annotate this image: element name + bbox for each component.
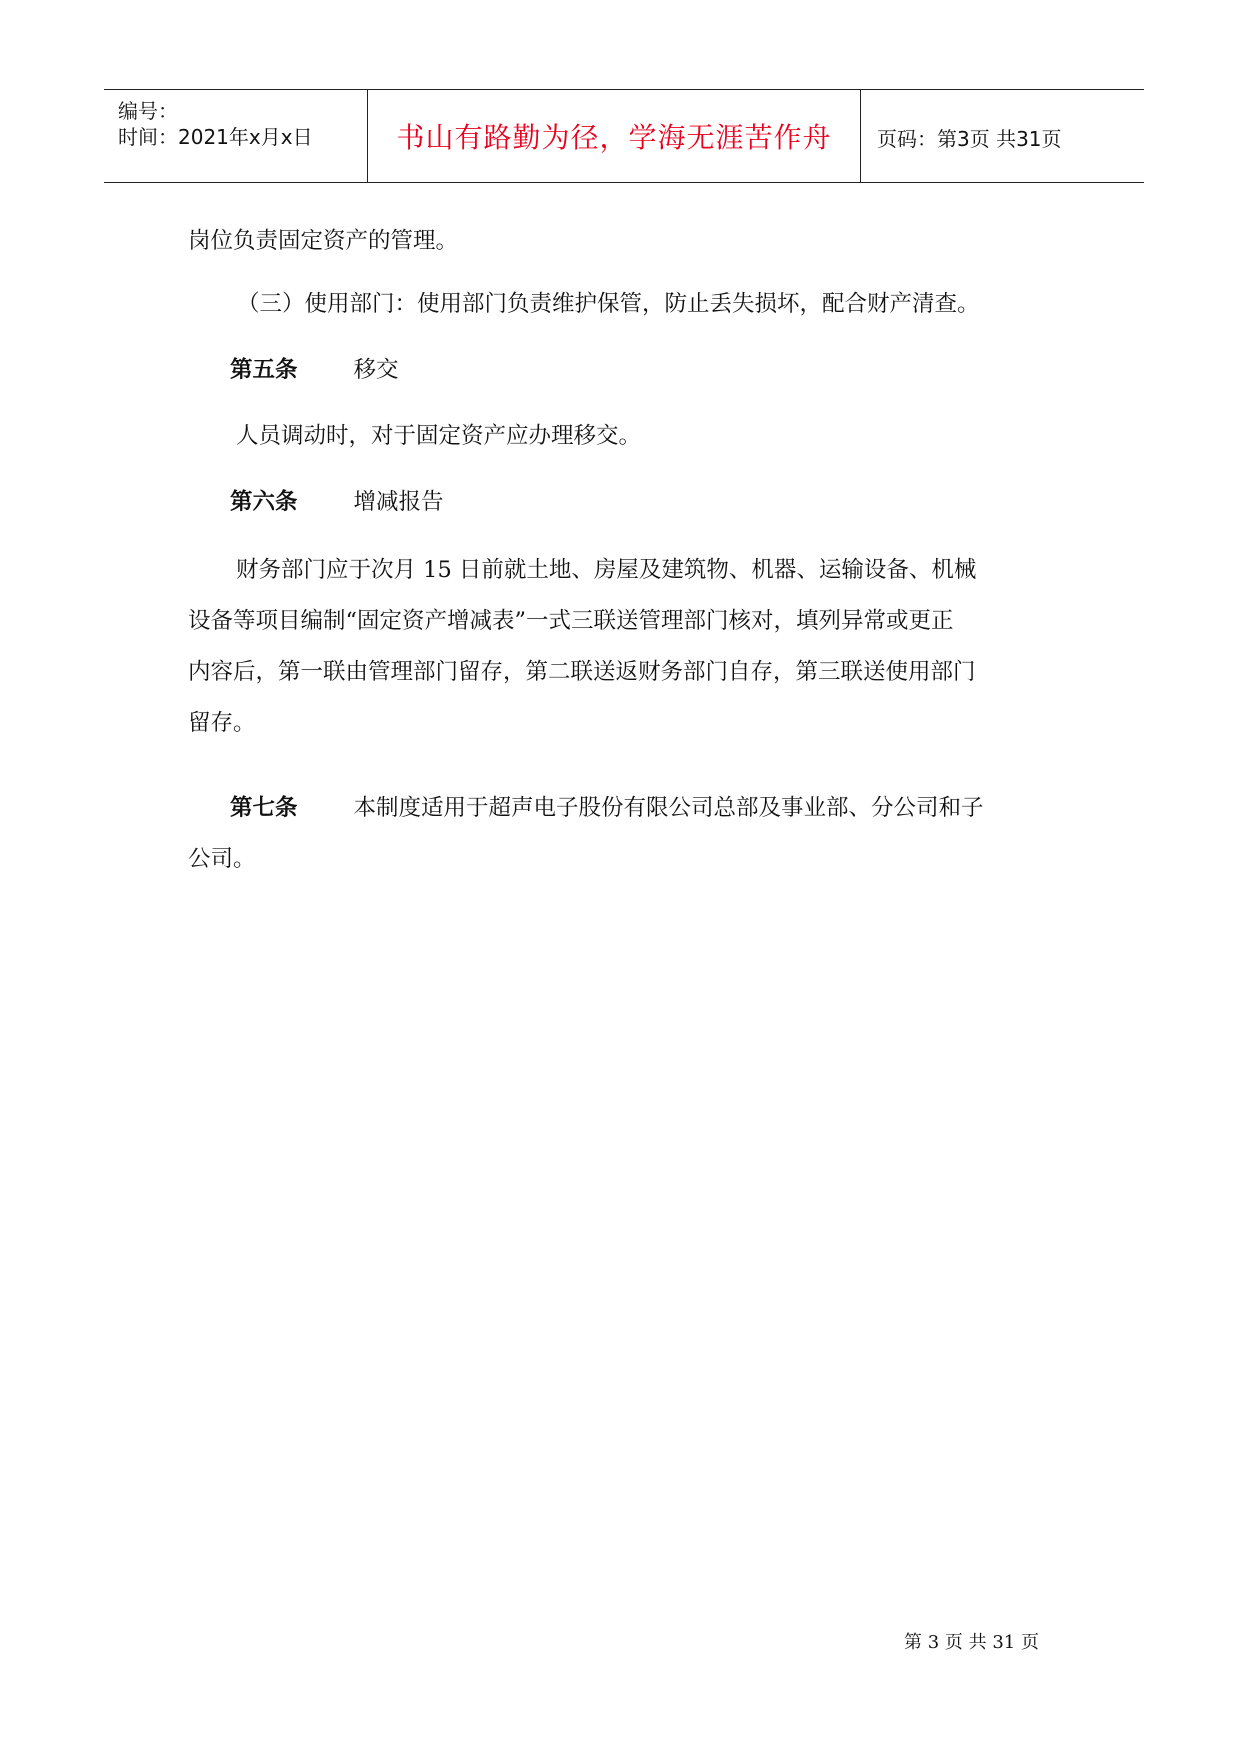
document-time-label: 时间：2021年x月x日 [118, 125, 313, 149]
article-6-heading: 第六条 [230, 489, 298, 515]
article-6 [230, 477, 1105, 528]
paragraph-report-line-1: 财务部门应于次月 15 日前就土地、房屋及建筑物、机器、运输设备、机械 [236, 557, 977, 583]
header-page-cell [861, 90, 1144, 182]
article-5 [230, 345, 1105, 396]
article-7-heading: 第七条 [230, 795, 298, 821]
paragraph-report-line-2: 设备等项目编制“固定资产增减表”一式三联送管理部门核对，填列异常或更正 [188, 608, 954, 634]
article-5-heading: 第五条 [230, 357, 298, 383]
paragraph-report-line-3: 内容后，第一联由管理部门留存，第二联送返财务部门自存，第三联送使用部门 [188, 659, 976, 685]
page-header [104, 89, 1144, 183]
header-motto: 书山有路勤为径，学海无涯苦作舟 [396, 121, 832, 154]
article-5-title: 移交 [353, 357, 399, 383]
header-meta-cell [104, 90, 368, 182]
article-6-title: 增减报告 [353, 489, 444, 515]
paragraph-using-department: （三）使用部门：使用部门负责维护保管，防止丢失损坏，配合财产清查。 [237, 291, 980, 317]
paragraph-transfer: 人员调动时，对于固定资产应办理移交。 [236, 423, 642, 449]
header-motto-cell [368, 90, 861, 182]
article-7-text: 本制度适用于超声电子股份有限公司总部及事业部、分公司和子 [353, 795, 984, 821]
document-number-label: 编号： [118, 99, 178, 123]
article-7-continuation: 公司。 [188, 846, 256, 872]
header-page-number: 页码：第3页 共31页 [877, 127, 1062, 151]
page-footer-number: 第 3 页 共 31 页 [904, 1632, 1039, 1653]
article-7 [230, 783, 1105, 834]
paragraph-responsibility-end: 岗位负责固定资产的管理。 [188, 228, 459, 254]
paragraph-report-line-4: 留存。 [188, 710, 256, 736]
